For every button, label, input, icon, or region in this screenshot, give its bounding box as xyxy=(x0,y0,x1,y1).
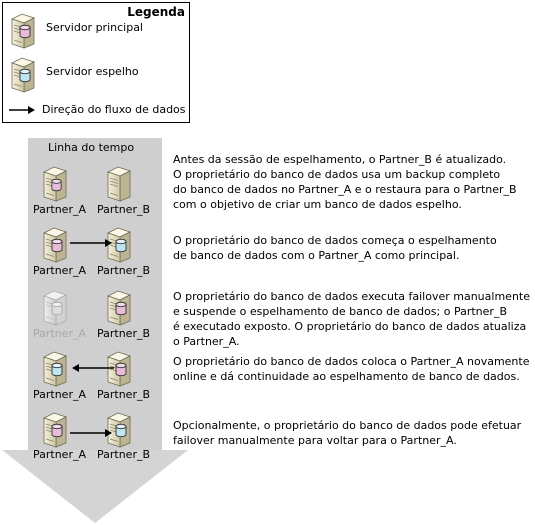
arrow-right-icon xyxy=(8,105,36,115)
partner-a-server-icon xyxy=(40,412,70,448)
legend-label-principal: Servidor principal xyxy=(46,21,143,34)
partner-b-label: Partner_B xyxy=(97,388,151,401)
partner-b-label: Partner_B xyxy=(97,448,151,461)
step-description: O proprietário do banco de dados coloca o Partner_A novamente online e dá continuidade ao espelhamento de banco de dados. xyxy=(173,355,530,383)
partner-a-label: Partner_A xyxy=(33,203,87,216)
mirror-server-icon xyxy=(8,57,38,93)
partner-b-server-icon xyxy=(104,166,134,202)
timeline-arrow xyxy=(0,138,190,525)
legend-item-principal xyxy=(8,13,188,43)
step-description: Opcionalmente, o proprietário do banco de dados pode efetuar failover manualmente para voltar para o Partner_A. xyxy=(173,419,522,447)
partner-a-label: Partner_A xyxy=(33,388,87,401)
step-description: O proprietário do banco de dados executa failover manualmente e suspende o espelhamento de banco de dados; o Partner_B é executado exposto. O proprietário do banco de dados atualiza o Partner_A. xyxy=(173,290,530,348)
partner-a-server-icon xyxy=(40,227,70,263)
arrow-left-icon xyxy=(72,363,114,373)
partner-a-label: Partner_A xyxy=(33,264,87,277)
partner-b-label: Partner_B xyxy=(97,327,151,340)
partner-a-server-icon xyxy=(40,166,70,202)
timeline-title: Linha do tempo xyxy=(48,141,135,154)
principal-server-icon xyxy=(8,13,38,49)
step-description: O proprietário do banco de dados começa o espelhamento de banco de dados com o Partner_A como principal. xyxy=(173,234,497,262)
partner-a-label: Partner_A xyxy=(33,327,87,340)
partner-a-label: Partner_A xyxy=(33,448,87,461)
legend-item-mirror xyxy=(8,57,188,87)
arrow-right-icon xyxy=(70,238,112,248)
legend-title: Legenda xyxy=(127,5,185,19)
step-description: Antes da sessão de espelhamento, o Partner_B é atualizado. O proprietário do banco de dados usa um backup completo do banco de dados no Partner_A e o restaura para o Partner_B com o objetivo de criar um banco de dados espelho. xyxy=(173,153,517,211)
legend-label-data-flow: Direção do fluxo de dados xyxy=(42,103,186,116)
legend-label-mirror: Servidor espelho xyxy=(46,65,139,78)
partner-a-offline-server-icon xyxy=(40,290,70,326)
legend-item-data-flow xyxy=(8,103,188,117)
partner-b-server-icon xyxy=(104,290,134,326)
partner-a-server-icon xyxy=(40,351,70,387)
partner-b-label: Partner_B xyxy=(97,203,151,216)
arrow-right-icon xyxy=(70,428,112,438)
partner-b-label: Partner_B xyxy=(97,264,151,277)
legend-box xyxy=(2,2,190,123)
